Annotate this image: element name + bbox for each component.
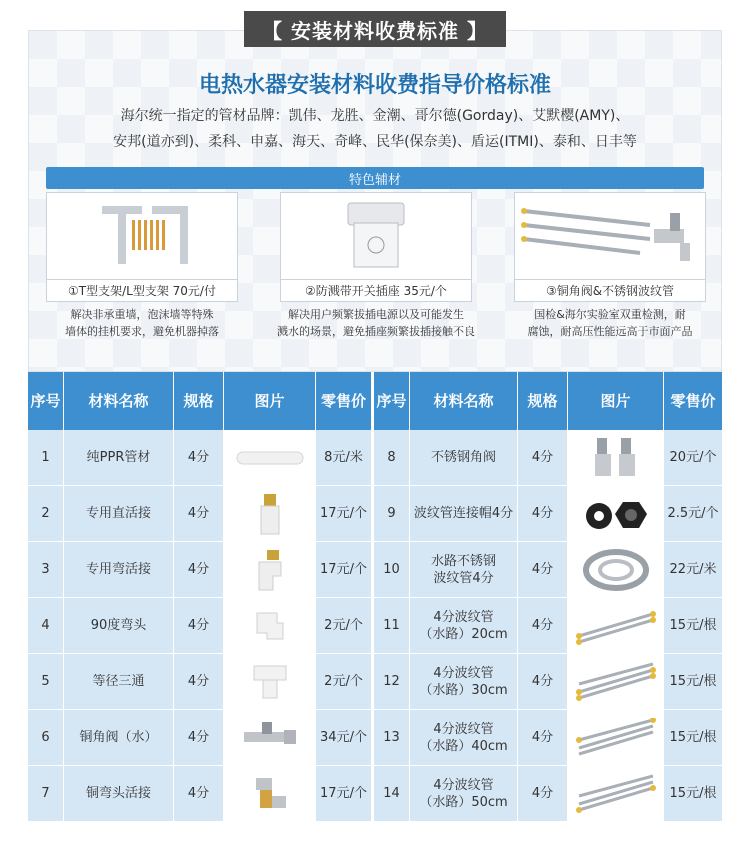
hose-50cm-icon <box>568 766 664 821</box>
table-row <box>28 654 722 710</box>
row-price-left: 17元/个 <box>316 766 374 821</box>
row-name-left: 铜角阀（水） <box>64 710 174 765</box>
row-spec-left: 4分 <box>174 766 224 821</box>
row-price-left: 17元/个 <box>316 486 374 541</box>
row-name-left: 等径三通 <box>64 654 174 709</box>
feature-desc-2-line-1: 解决用户频繁拔插电源以及可能发生 <box>288 308 464 321</box>
feature-desc-2-line-2: 溅水的场景，避免插座频繁拔插接触不良 <box>277 325 475 338</box>
row-name-right: 4分波纹管 （水路）20cm <box>410 598 518 653</box>
row-price-right: 20元/个 <box>669 450 717 465</box>
feature-desc-1-line-2: 墙体的挂机要求，避免机器掉落 <box>65 325 219 338</box>
feature-caption-1: ①T型支架/L型支架 70元/付 <box>47 279 237 301</box>
row-no-left: 1 <box>28 430 64 485</box>
row-spec-left: 4分 <box>174 430 224 485</box>
table-row <box>28 486 722 542</box>
elbow-union-icon <box>224 542 316 597</box>
brands-line-2: 安邦(道亦到)、柔科、申嘉、海天、奇峰、民华(保奈美)、盾运(ITMI)、泰和、日丰等 <box>113 134 637 150</box>
valve-hose-icon <box>515 193 705 277</box>
header-no-left: 序号 <box>28 372 64 430</box>
header-price-right: 零售价 <box>670 391 716 410</box>
bracket-icon <box>47 193 237 277</box>
table-header <box>28 372 722 430</box>
row-name-right: 4分波纹管 （水路）50cm <box>410 766 518 821</box>
row-name-right: 水路不锈钢 波纹管4分 <box>410 542 518 597</box>
row-spec-right: 4分 <box>518 766 568 821</box>
table-row <box>28 710 722 766</box>
elbow-90-icon <box>224 598 316 653</box>
row-spec-left: 4分 <box>174 542 224 597</box>
row-spec-right: 4分 <box>518 710 568 765</box>
row-spec-right: 4分 <box>518 486 568 541</box>
header-pic-right: 图片 <box>568 372 664 430</box>
row-name-left: 专用弯活接 <box>64 542 174 597</box>
header-spec-left: 规格 <box>174 372 224 430</box>
row-price-right: 15元/根 <box>669 618 717 633</box>
row-price-right: 15元/根 <box>669 786 717 801</box>
brands-line-1: 海尔统一指定的管材品牌：凯伟、龙胜、金潮、哥尔德(Gorday)、艾默樱(AMY)、 <box>120 108 630 124</box>
row-no-right: 12 <box>374 654 410 709</box>
table-row <box>28 542 722 598</box>
row-no-left: 5 <box>28 654 64 709</box>
hose-coil-icon <box>568 542 664 597</box>
feature-desc-1-line-1: 解决非承重墙，泡沫墙等特殊 <box>70 308 214 321</box>
copper-elbow-union-icon <box>224 766 316 821</box>
stainless-angle-valve-icon <box>568 430 664 485</box>
row-price-right: 2.5元/个 <box>667 506 719 521</box>
row-no-right: 13 <box>374 710 410 765</box>
page-title: 【 安装材料收费标准 】 <box>244 11 506 47</box>
row-name-right: 不锈钢角阀 <box>410 430 518 485</box>
table-row <box>28 766 722 822</box>
table-row <box>28 430 722 486</box>
row-no-left: 6 <box>28 710 64 765</box>
row-spec-left: 4分 <box>174 654 224 709</box>
socket-icon <box>281 193 471 277</box>
ppr-pipe-icon <box>224 430 316 485</box>
row-spec-right: 4分 <box>518 654 568 709</box>
row-spec-left: 4分 <box>174 710 224 765</box>
hose-40cm-icon <box>568 710 664 765</box>
header-spec-right: 规格 <box>518 372 568 430</box>
row-name-left: 90度弯头 <box>64 598 174 653</box>
feature-card-valve <box>514 192 706 302</box>
row-spec-right: 4分 <box>518 542 568 597</box>
feature-caption-2: ②防溅带开关插座 35元/个 <box>281 279 471 301</box>
feature-card-bracket <box>46 192 238 302</box>
row-no-left: 7 <box>28 766 64 821</box>
straight-union-icon <box>224 486 316 541</box>
copper-angle-valve-icon <box>224 710 316 765</box>
row-name-right: 4分波纹管 （水路）30cm <box>410 654 518 709</box>
row-no-right: 10 <box>374 542 410 597</box>
row-price-left: 2元/个 <box>316 654 374 709</box>
feature-desc-3 <box>510 306 710 340</box>
row-price-right: 15元/根 <box>669 730 717 745</box>
feature-desc-3-line-2: 腐蚀，耐高压性能远高于市面产品 <box>527 325 693 338</box>
feature-header: 特色辅材 <box>46 167 704 189</box>
row-price-left: 8元/米 <box>316 430 374 485</box>
hose-20cm-icon <box>568 598 664 653</box>
headline: 电热水器安装材料收费指导价格标准 <box>198 73 551 98</box>
row-no-left: 4 <box>28 598 64 653</box>
row-price-left: 2元/个 <box>316 598 374 653</box>
row-price-right: 15元/根 <box>669 674 717 689</box>
row-name-right: 4分波纹管 （水路）40cm <box>410 710 518 765</box>
feature-desc-2 <box>276 306 476 340</box>
feature-caption-3: ③铜角阀&不锈钢波纹管 <box>515 279 705 301</box>
row-no-right: 9 <box>374 486 410 541</box>
header-name-right: 材料名称 <box>410 372 518 430</box>
row-name-left: 铜弯头活接 <box>64 766 174 821</box>
feature-desc-3-line-1: 国检&海尔实验室双重检测，耐 <box>534 308 686 321</box>
row-price-left: 17元/个 <box>316 542 374 597</box>
row-no-left: 2 <box>28 486 64 541</box>
row-name-left: 专用直活接 <box>64 486 174 541</box>
row-spec-right: 4分 <box>518 430 568 485</box>
hose-30cm-icon <box>568 654 664 709</box>
table-row <box>28 598 722 654</box>
row-spec-right: 4分 <box>518 598 568 653</box>
feature-desc-1 <box>42 306 242 340</box>
feature-card-socket <box>280 192 472 302</box>
row-spec-left: 4分 <box>174 486 224 541</box>
row-no-right: 11 <box>374 598 410 653</box>
header-price-left: 零售价 <box>316 372 374 430</box>
row-name-right: 波纹管连接帽4分 <box>410 486 518 541</box>
header-name-left: 材料名称 <box>64 372 174 430</box>
tee-icon <box>224 654 316 709</box>
row-name-left: 纯PPR管材 <box>64 430 174 485</box>
row-price-left: 34元/个 <box>316 710 374 765</box>
row-no-right: 14 <box>374 766 410 821</box>
row-no-left: 3 <box>28 542 64 597</box>
row-spec-left: 4分 <box>174 598 224 653</box>
hose-cap-icon <box>568 486 664 541</box>
header-no-right: 序号 <box>374 372 410 430</box>
header-pic-left: 图片 <box>224 372 316 430</box>
row-price-right: 22元/米 <box>669 562 717 577</box>
row-no-right: 8 <box>374 430 410 485</box>
